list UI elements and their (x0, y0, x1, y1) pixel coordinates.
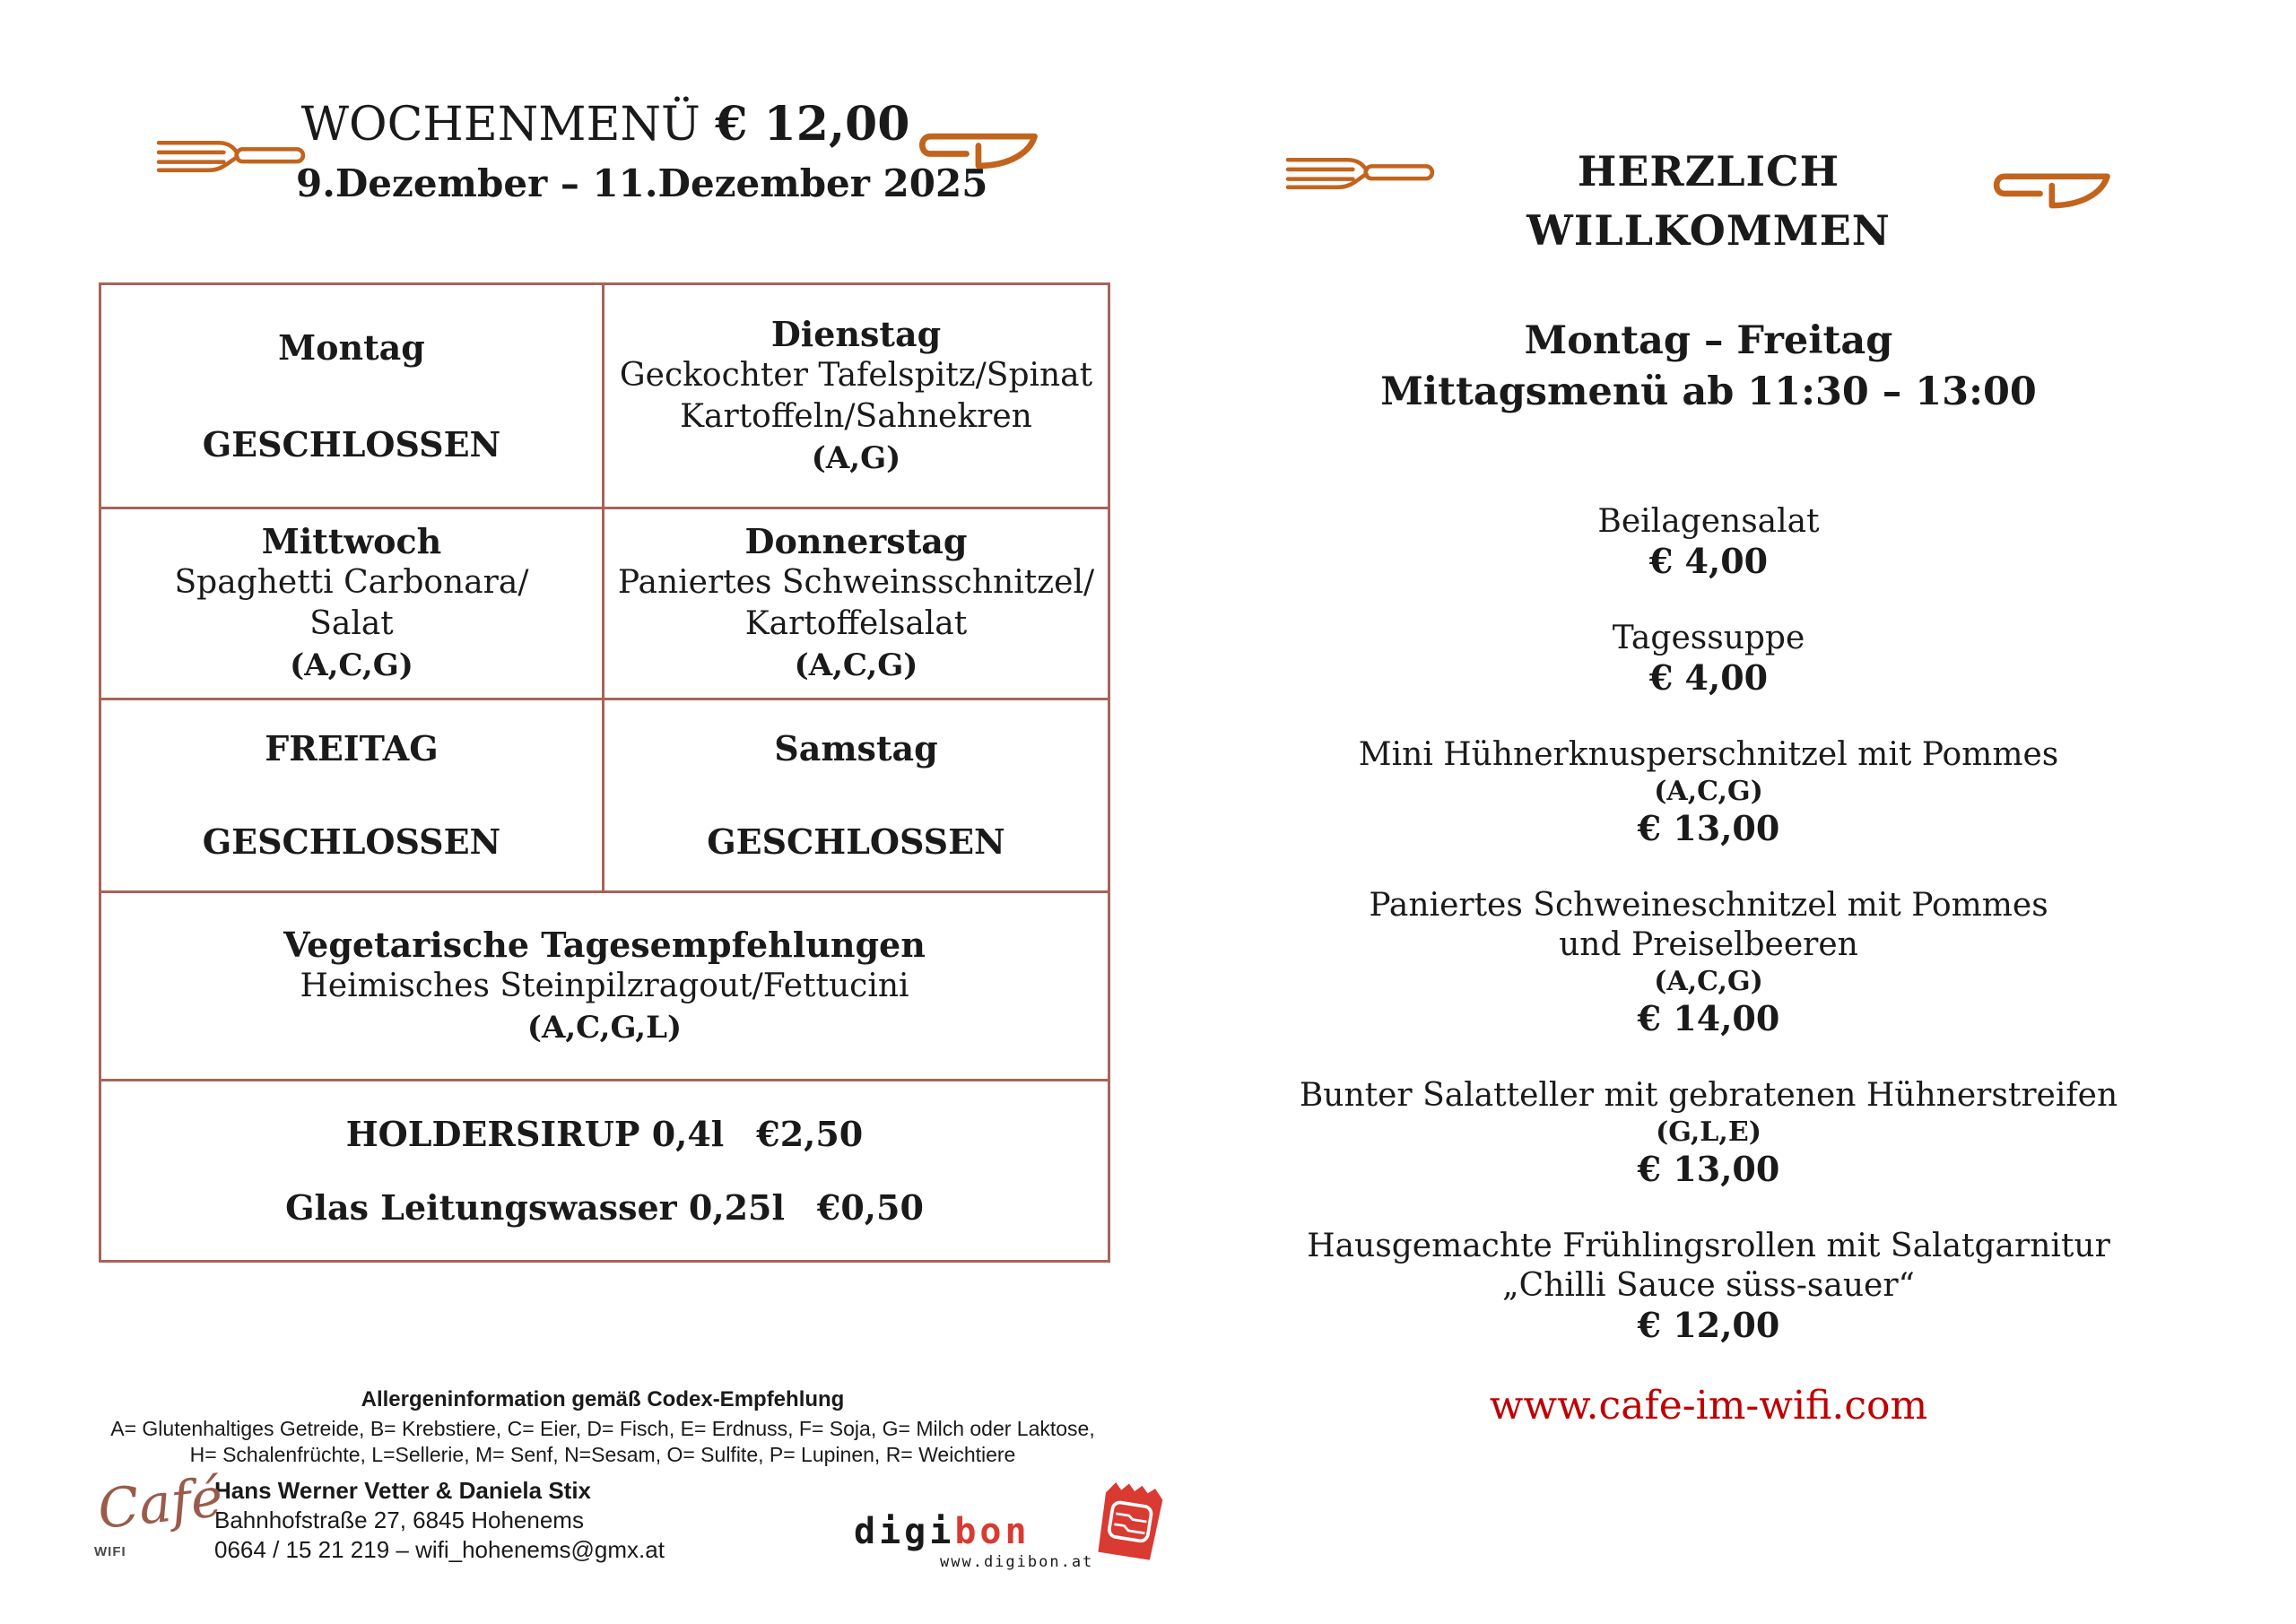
receipt-icon (1091, 1472, 1170, 1568)
day-label: Samstag (774, 728, 938, 769)
day-label: Montag (278, 326, 425, 368)
cafe-logo-script: Café (94, 1465, 226, 1542)
allergen-codes: (A,C,G,L) (526, 1009, 683, 1046)
cell-drinks (101, 1081, 1108, 1260)
digibon-url[interactable]: www.digibon.at (940, 1553, 1094, 1571)
item-name-line2: „Chilli Sauce süss-sauer“ (1502, 1267, 1915, 1304)
item-name: Paniertes Schweineschnitzel mit Pommes (1369, 887, 2048, 924)
allergen-info-line: H= Schalenfrüchte, L=Sellerie, M= Senf, N=Sesam, O= Sulfite, P= Lupinen, R= Weichtiere (189, 1443, 1016, 1466)
lunch-menu-list (1166, 502, 2251, 1429)
hours-time: Mittagsmenü ab 11:30 – 13:00 (1380, 369, 2037, 414)
closed-label: GESCHLOSSEN (202, 423, 501, 465)
cell-saturday (604, 700, 1108, 890)
welcome-line-2: WILLKOMMEN (1526, 206, 1891, 255)
item-name: Hausgemachte Frühlingsrollen mit Salatgarnitur (1307, 1228, 2110, 1264)
page-title (296, 95, 915, 154)
digibon-word-black: digi (854, 1511, 955, 1552)
item-price: € 13,00 (1637, 1149, 1780, 1189)
dish-line: Spaghetti Carbonara/ (174, 564, 529, 601)
dish-line: Kartoffeln/Sahnekren (680, 397, 1032, 435)
menu-item (1166, 886, 2251, 1038)
item-price: € 13,00 (1637, 808, 1780, 848)
digibon-word-red: bon (954, 1511, 1031, 1552)
table-row-friday-saturday (101, 698, 1108, 890)
dish-line: Geckochter Tafelspitz/Spinat (619, 356, 1093, 394)
phone-email-line: 0664 / 15 21 219 – wifi_hohenems@gmx.at (214, 1536, 665, 1563)
dish-line: Salat (309, 605, 394, 642)
drink-name: Glas Leitungswasser 0,25l (285, 1186, 785, 1228)
dish-line: Kartoffelsalat (744, 605, 968, 642)
closed-label: GESCHLOSSEN (707, 821, 1005, 862)
cell-vegetarian (101, 893, 1108, 1079)
menu-item (1166, 1227, 2251, 1345)
allergen-codes: (A,C,G) (794, 647, 918, 683)
allergen-info (45, 1386, 1161, 1468)
day-label: FREITAG (265, 728, 439, 769)
item-allergens: (A,C,G) (1654, 966, 1763, 997)
item-price: € 14,00 (1637, 998, 1780, 1038)
section-title: Vegetarische Tagesempfehlungen (283, 924, 926, 965)
dish-line: Paniertes Schweinsschnitzel/ (617, 564, 1095, 601)
drink-name: HOLDERSIRUP 0,4l (345, 1113, 725, 1154)
address-line: Bahnhofstraße 27, 6845 Hohenems (214, 1507, 584, 1533)
item-price: € 4,00 (1648, 541, 1769, 581)
closed-label: GESCHLOSSEN (202, 821, 501, 862)
menu-item (1166, 1076, 2251, 1189)
item-name-line2: und Preiselbeeren (1559, 926, 1858, 963)
cell-wednesday (101, 509, 604, 698)
drink-item (346, 1114, 864, 1155)
cell-tuesday (604, 285, 1108, 507)
cell-friday (101, 700, 604, 890)
item-name: Tagessuppe (1612, 620, 1805, 656)
allergen-info-line: A= Glutenhaltiges Getreide, B= Krebstiere, C= Eier, D= Fisch, E= Erdnuss, F= Soja, G= Milch oder Laktose, (110, 1417, 1095, 1440)
day-label: Donnerstag (744, 521, 968, 561)
cell-monday (101, 285, 604, 507)
knife-icon (897, 128, 1044, 171)
digibon-wordmark (854, 1511, 1094, 1571)
contact-block (92, 1465, 665, 1596)
cafe-wifi-logo (92, 1465, 226, 1596)
contact-lines (214, 1471, 665, 1596)
opening-hours (1184, 316, 2233, 418)
drink-price: €2,50 (756, 1113, 864, 1154)
drink-price: €0,50 (816, 1186, 924, 1228)
digibon-logo (854, 1476, 1163, 1571)
allergen-codes: (A,G) (811, 439, 901, 476)
cell-thursday (604, 509, 1108, 698)
table-row-drinks (101, 1079, 1108, 1260)
fork-icon (155, 136, 306, 176)
menu-price: € 12,00 (715, 97, 910, 152)
item-name: Mini Hühnerknusperschnitzel mit Pommes (1358, 736, 2059, 773)
item-price: € 12,00 (1637, 1305, 1780, 1345)
menu-item (1166, 735, 2251, 848)
day-label: Mittwoch (261, 521, 442, 561)
menu-date-range: 9.Dezember – 11.Dezember 2025 (296, 161, 988, 205)
welcome-line-1: HERZLICH (1577, 147, 1840, 195)
menu-item (1166, 502, 2251, 581)
owner-names: Hans Werner Vetter & Daniela Stix (214, 1477, 592, 1504)
hours-days: Montag – Freitag (1524, 318, 1893, 363)
digibon-word (854, 1511, 1093, 1552)
day-label: Dienstag (770, 313, 942, 354)
drink-item (285, 1187, 924, 1229)
item-allergens: (G,L,E) (1656, 1116, 1761, 1148)
fork-icon (1284, 154, 1435, 192)
allergen-info-title: Allergeninformation gemäß Codex-Empfehlung (361, 1387, 845, 1411)
welcome-heading (1417, 142, 2000, 260)
menu-title: WOCHENMENÜ (300, 98, 700, 152)
website-link[interactable]: www.cafe-im-wifi.com (1489, 1383, 1928, 1429)
item-allergens: (A,C,G) (1654, 776, 1763, 807)
item-name: Beilagensalat (1597, 503, 1820, 540)
menu-item (1166, 619, 2251, 698)
cafe-logo-wifi: WIFI (94, 1544, 126, 1559)
item-name: Bunter Salatteller mit gebratenen Hühnerstreifen (1299, 1077, 2118, 1114)
table-row-vegetarian (101, 890, 1108, 1079)
item-price: € 4,00 (1648, 657, 1769, 698)
weekly-menu-table (99, 282, 1110, 1263)
table-row-monday-tuesday (101, 285, 1108, 507)
dish-line: Heimisches Steinpilzragout/Fettucini (300, 967, 909, 1004)
table-row-wednesday-thursday (101, 507, 1108, 698)
knife-icon (1971, 169, 2117, 211)
allergen-codes: (A,C,G) (290, 647, 413, 683)
